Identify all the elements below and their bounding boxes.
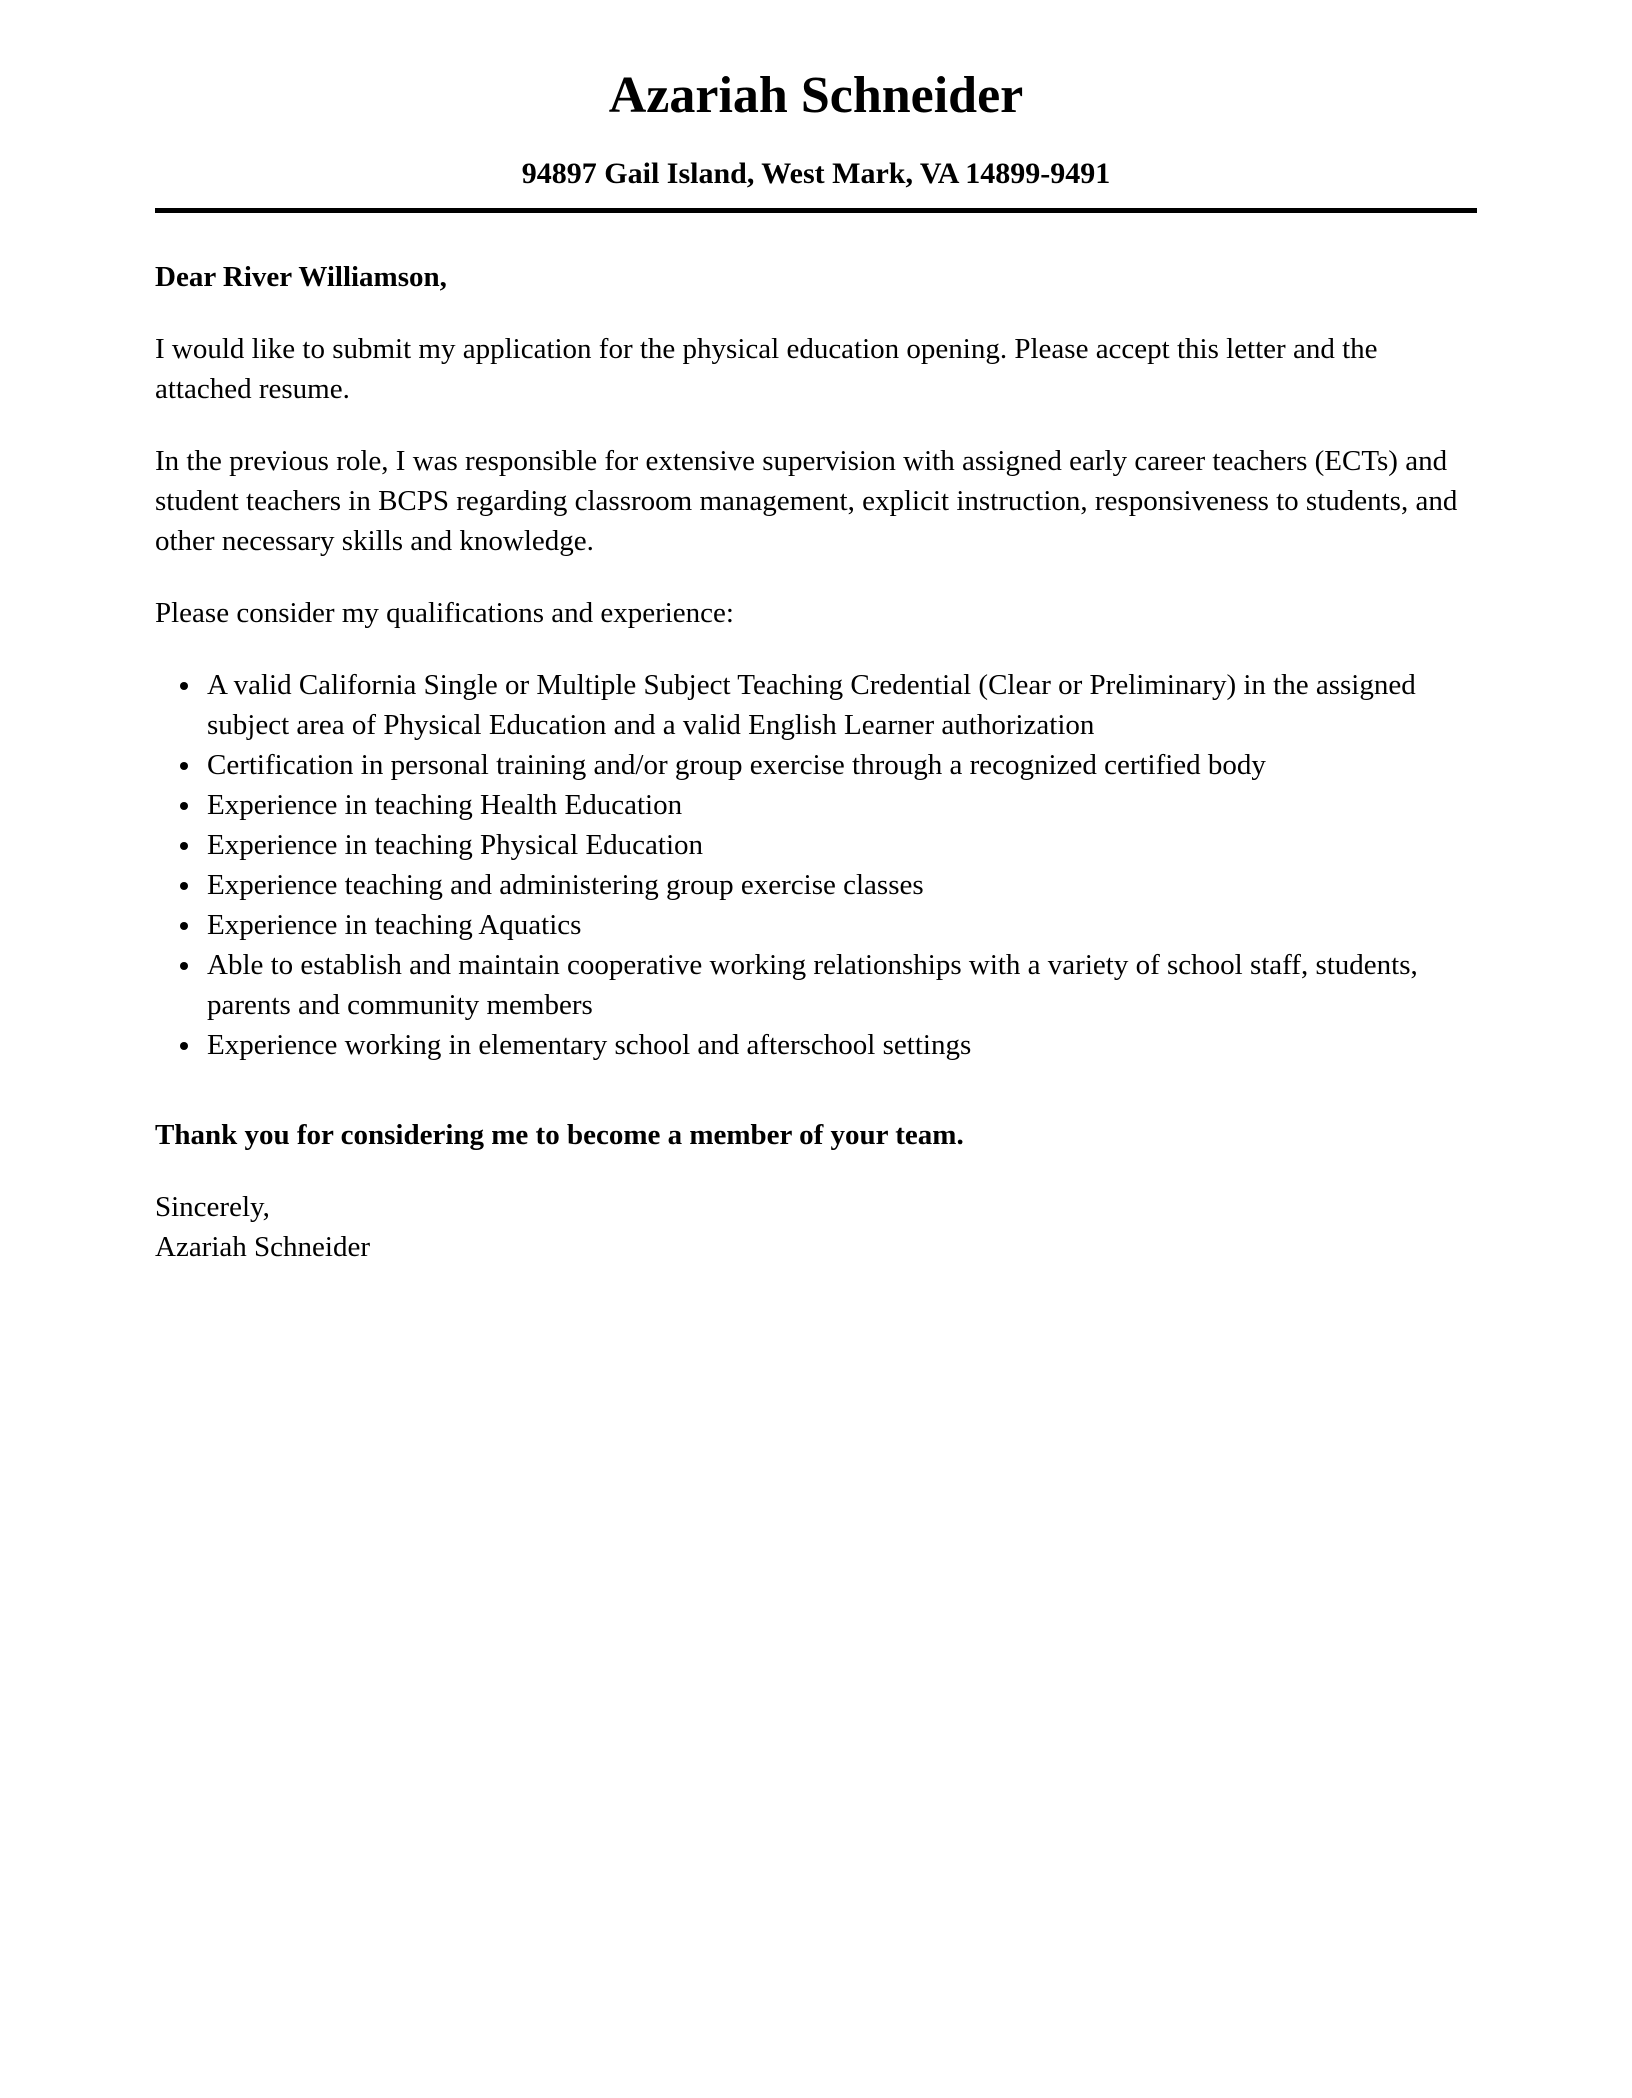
signature-name: Azariah Schneider [155, 1231, 370, 1263]
previous-role-paragraph: In the previous role, I was responsible for extensive supervision with assigned early career teachers (ECTs) and student teachers in BCPS regarding classroom management, explicit instruction, responsiveness to students, and other necessary skills and knowledge. [155, 445, 1458, 557]
qualification-item: • Certification in personal training and/or group exercise through a recognized certified body [203, 745, 1477, 785]
letter-header [155, 66, 1477, 213]
qualification-item: • Experience in teaching Physical Education [203, 825, 1477, 865]
qualification-item: • Experience working in elementary school and afterschool settings [203, 1025, 1477, 1065]
signoff: Sincerely, [155, 1191, 270, 1223]
header-divider [155, 208, 1477, 213]
page-title: Azariah Schneider [608, 67, 1024, 124]
qualification-item: • Experience teaching and administering group exercise classes [203, 865, 1477, 905]
qualification-item: • Able to establish and maintain cooperative working relationships with a variety of school staff, students, parents and community members [203, 945, 1477, 1025]
closing-statement: Thank you for considering me to become a member of your team. [155, 1119, 964, 1151]
letter-body [155, 257, 1477, 1267]
qualifications-list [155, 665, 1477, 1065]
qualification-item: • Experience in teaching Health Education [203, 785, 1477, 825]
contact-address: 94897 Gail Island, West Mark, VA 14899-9491 [521, 157, 1111, 190]
intro-paragraph: I would like to submit my application for the physical education opening. Please accept this letter and the attached resume. [155, 333, 1378, 405]
greeting: Dear River Williamson, [155, 261, 447, 293]
qualifications-intro: Please consider my qualifications and experience: [155, 597, 734, 629]
qualification-item: • A valid California Single or Multiple Subject Teaching Credential (Clear or Preliminary) in the assigned subject area of Physical Education and a valid English Learner authorization [203, 665, 1477, 745]
qualification-item: • Experience in teaching Aquatics [203, 905, 1477, 945]
